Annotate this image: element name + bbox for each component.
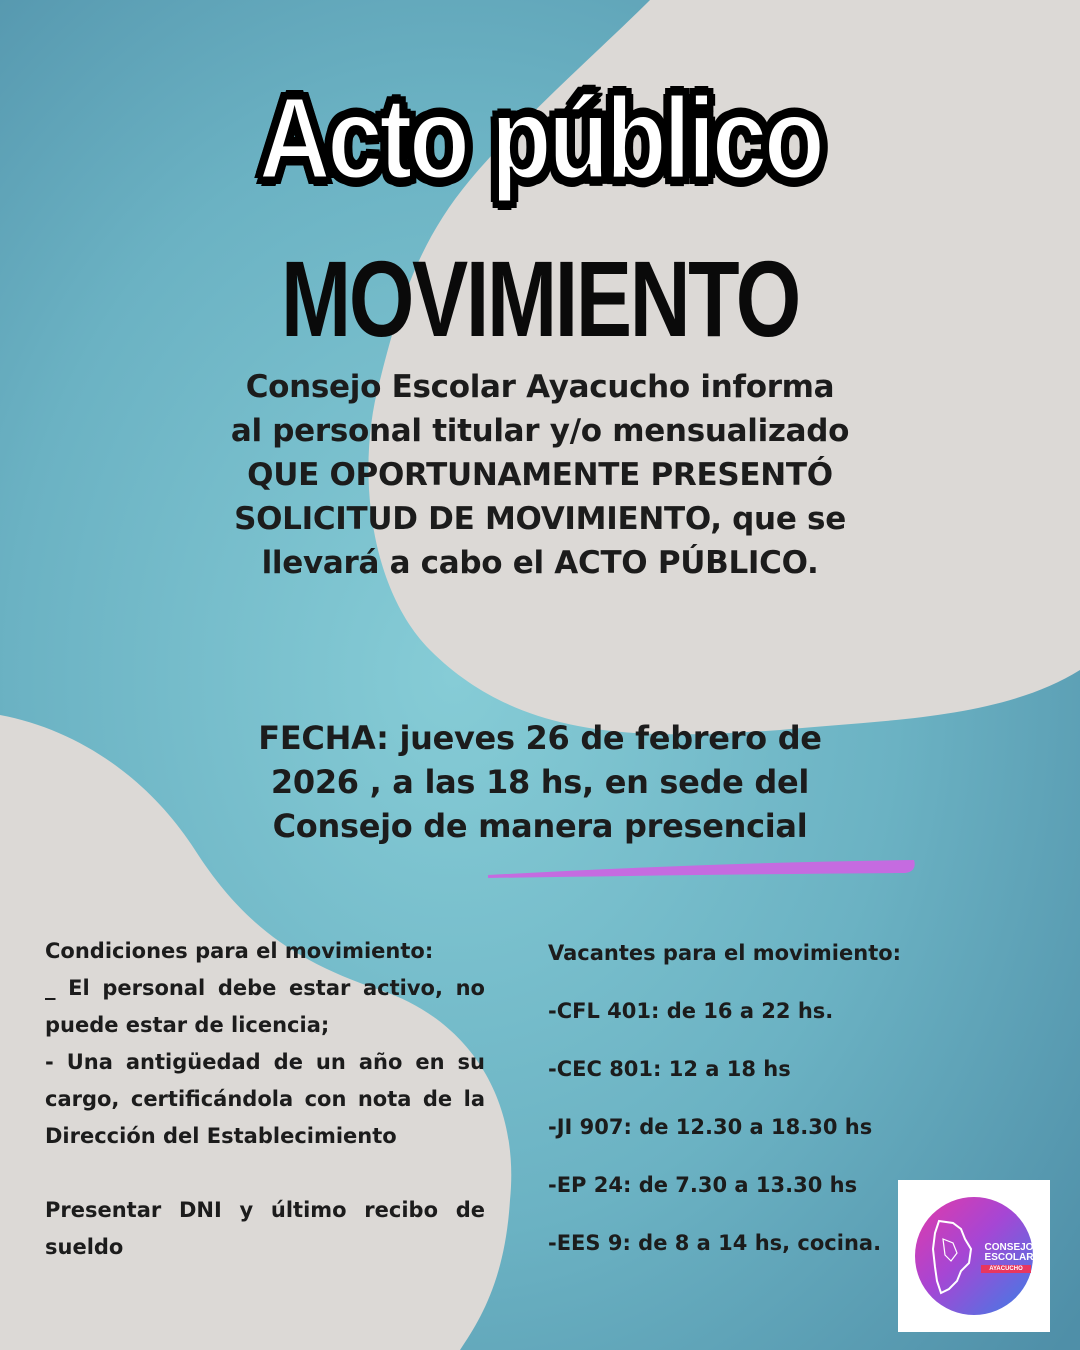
conditions-heading: Condiciones para el movimiento:: [45, 939, 434, 963]
conditions-note: Presentar DNI y último recibo de sueldo: [45, 1198, 485, 1259]
title: Acto público: [258, 73, 822, 203]
vacancy-item: -CFL 401: de 16 a 22 hs.: [548, 999, 834, 1023]
intro-text: Consejo Escolar Ayacucho informa al personal titular y/o mensualizado QUE OPORTUNAMENTE PRESENTÓ SOLICITUD DE MOVIMIENTO, que se llevará a cabo el ACTO PÚBLICO.: [230, 369, 850, 581]
conditions-block: [45, 933, 485, 1266]
condition-item: _ El personal debe estar activo, no puede estar de licencia;: [45, 976, 485, 1037]
condition-item: - Una antigüedad de un año en su cargo, certificándola con nota de la Dirección del Establecimiento: [45, 1050, 485, 1148]
vacancy-item: -CEC 801: 12 a 18 hs: [548, 1057, 791, 1081]
vacancy-item: -JI 907: de 12.30 a 18.30 hs: [548, 1115, 873, 1139]
logo-line2: ESCOLAR: [984, 1252, 1034, 1263]
vacancy-item: -EP 24: de 7.30 a 13.30 hs: [548, 1173, 858, 1197]
logo: [898, 1180, 1050, 1332]
subtitle: MOVIMIENTO: [281, 238, 799, 359]
province-map-icon: [931, 1219, 975, 1295]
logo-line1: CONSEJO: [984, 1242, 1034, 1253]
logo-circle: [915, 1197, 1033, 1315]
vacancy-item: -EES 9: de 8 a 14 hs, cocina.: [548, 1231, 882, 1255]
logo-line3: AYACUCHO: [981, 1265, 1031, 1273]
vacancies-block: [548, 934, 928, 1282]
vacancies-heading: Vacantes para el movimiento:: [548, 941, 902, 965]
date-text: FECHA: jueves 26 de febrero de 2026 , a las 18 hs, en sede del Consejo de manera presencial: [258, 719, 822, 845]
